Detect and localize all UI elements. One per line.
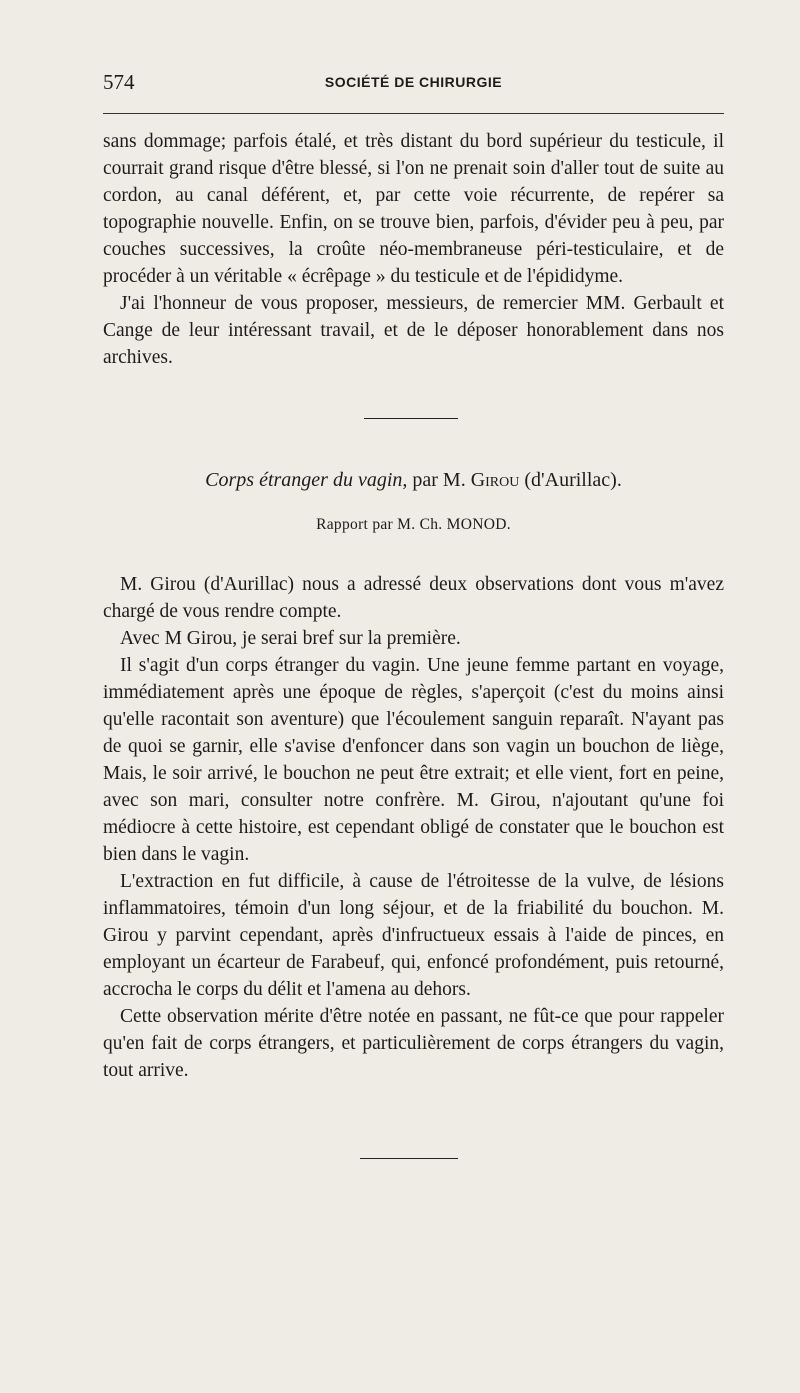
paragraph: L'extraction en fut difficile, à cause de l'étroitesse de la vulve, de lésions inflammatoires, témoin d'un long séjour, et de la friabilité du bouchon. M. Girou y parvint cependant, après d'infructueux essais à l'aide de pinces, en employant un écarteur de Farabeuf, qui, enfoncé profondément, puis retourné, accrocha le corps du délit et l'amena au dehors. [103,871,724,1000]
article-author: Girou [470,469,520,491]
running-header [103,70,724,94]
section-2-text [103,571,724,1084]
paragraph: Il s'agit d'un corps étranger du vagin. Une jeune femme partant en voyage, immédiatement après une époque de règles, s'aperçoit (c'est du moins ainsi qu'elle racontait son aventure) que l'écoulement sanguin reparaît. N'ayant pas de quoi se garnir, elle s'avise d'enfoncer dans son vagin un bouchon de liège, Mais, le soir arrivé, le bouchon ne peut être extrait; et elle vient, fort en peine, avec son mari, consulter notre confrère. M. Girou, n'ajoutant qu'une foi médiocre à cette histoire, est cependant obligé de constater que le bouchon est bien dans le vagin. [103,655,724,865]
section-separator [364,418,458,419]
paragraph: sans dommage; parfois étalé, et très distant du bord supérieur du testicule, il courrait grand risque d'être blessé, si l'on ne prenait soin d'aller tout de suite au cordon, au canal déférent, et, par cette voie récurrente, de repérer sa topographie nouvelle. Enfin, on se trouve bien, parfois, d'évider peu à peu, par couches successives, la croûte néo-membraneuse péri-testiculaire, et de procéder à un véritable « écrêpage » du testicule et de l'épididyme. [103,131,724,287]
section-separator [360,1158,458,1159]
report-byline: Rapport par M. Ch. MONOD. [316,516,511,533]
article-place: (d'Aurillac). [524,469,622,491]
paragraph: M. Girou (d'Aurillac) nous a adressé deux observations dont vous m'avez chargé de vous rendre compte. [103,574,724,622]
paragraph: Avec M Girou, je serai bref sur la première. [120,628,461,649]
header-rule [103,113,724,114]
paragraph: Cette observation mérite d'être notée en passant, ne fût-ce que pour rappeler qu'en fait de corps étrangers, et particulièrement de corps étrangers du vagin, tout arrive. [103,1006,724,1081]
running-title: SOCIÉTÉ DE CHIRURGIE [324,74,503,90]
article-title-italic: Corps étranger du vagin, [205,469,408,491]
article-title-by: par M. [412,469,466,491]
paragraph: J'ai l'honneur de vous proposer, messieurs, de remercier MM. Gerbault et Cange de leur intéressant travail, et de le déposer honorablement dans nos archives. [103,293,724,368]
article-title [103,466,724,494]
page-number: 574 [103,70,135,94]
section-1-text [103,128,724,371]
